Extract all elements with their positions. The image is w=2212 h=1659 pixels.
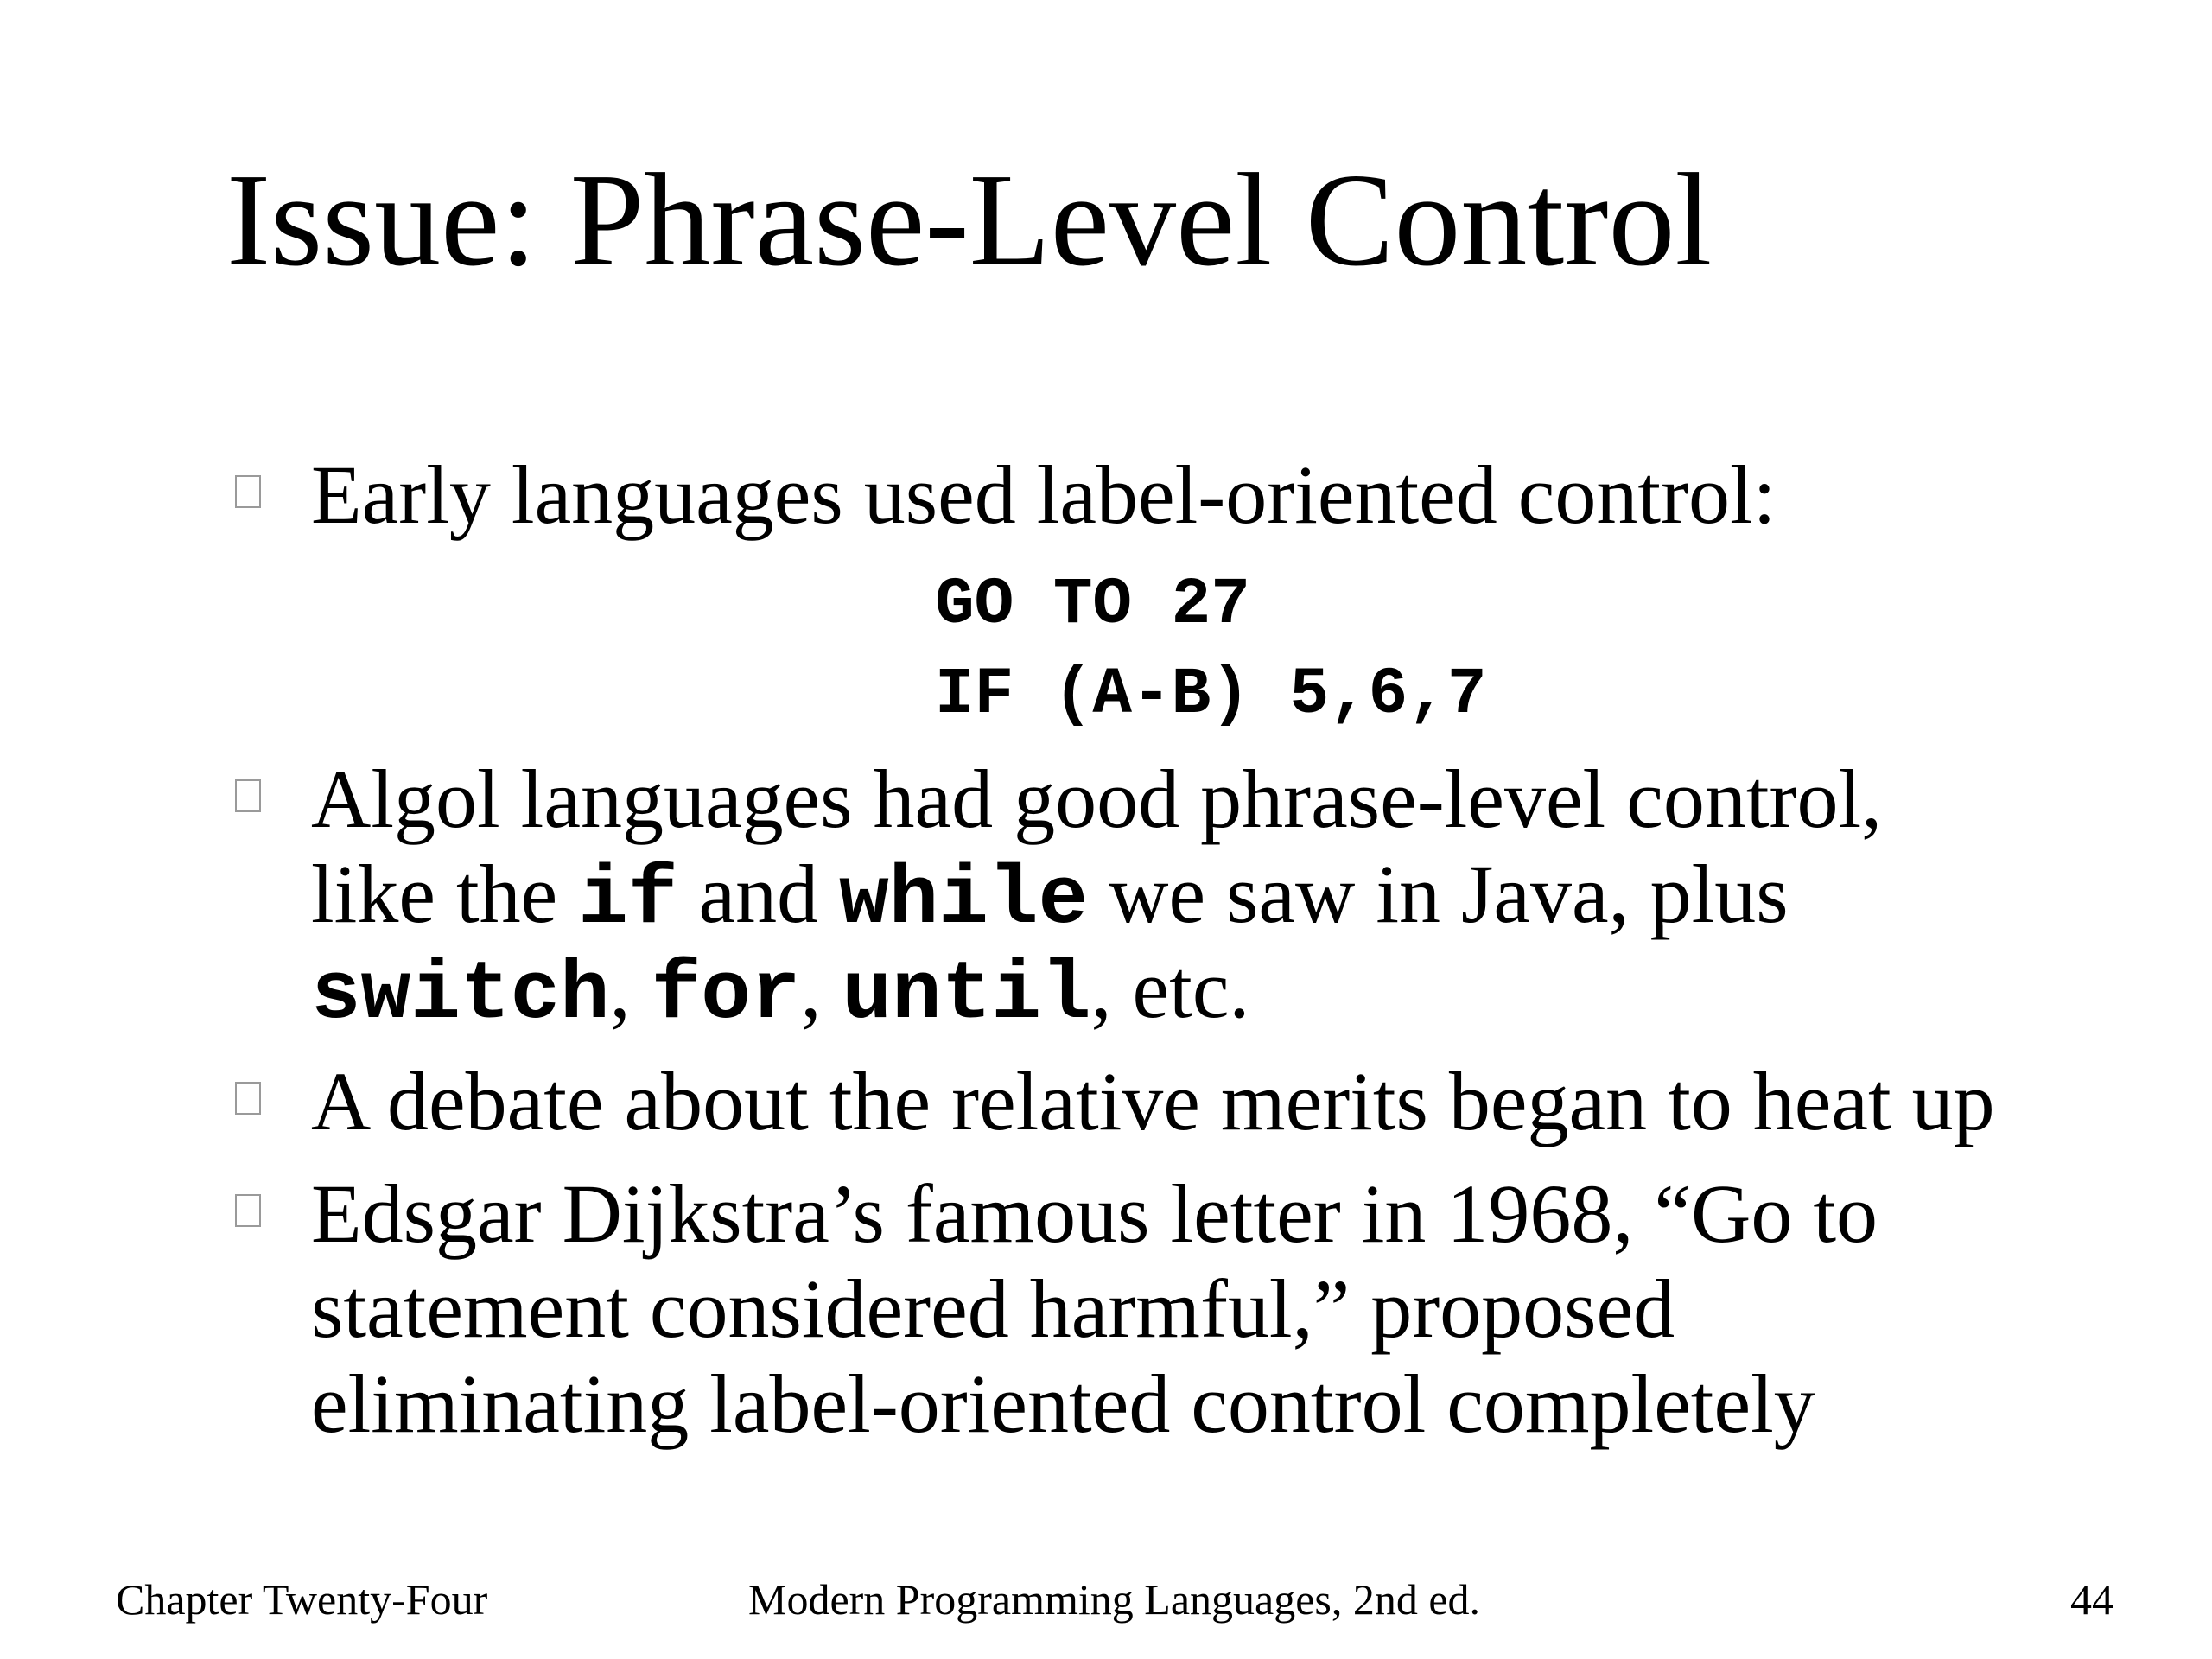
code-keyword: for — [651, 948, 801, 1042]
text-segment: we saw in Java, plus — [1088, 848, 1789, 940]
bullet-marker-icon — [235, 779, 261, 812]
bullet-marker-icon — [235, 475, 261, 508]
code-keyword: if — [578, 853, 678, 947]
bullet-text: Early languages used label-oriented control: — [311, 448, 1777, 541]
code-line: IF (A-B) 5,6,7 — [935, 658, 1487, 732]
text-segment: and — [677, 848, 840, 940]
bullet-text: A debate about the relative merits began to heat up — [311, 1055, 1995, 1147]
code-line: GO TO 27 — [935, 568, 1250, 642]
slide-title: Issue: Phrase-Level Control — [226, 147, 1713, 294]
code-keyword: switch — [311, 948, 610, 1042]
bullet-text-line: Algol languages had good phrase-level control, — [311, 753, 1883, 845]
bullet-text-line: Edsgar Dijkstra’s famous letter in 1968, “Go to — [311, 1167, 1878, 1260]
bullet-text-line: statement considered harmful,” proposed — [311, 1262, 1675, 1355]
footer-book-title: Modern Programming Languages, 2nd ed. — [748, 1575, 1481, 1624]
text-segment: , — [609, 943, 652, 1035]
bullet-marker-icon — [235, 1194, 261, 1227]
footer-page-number: 44 — [2070, 1575, 2113, 1624]
bullet-text-line: eliminating label-oriented control completely — [311, 1357, 1815, 1450]
bullet-marker-icon — [235, 1082, 261, 1115]
text-segment: , — [800, 943, 842, 1035]
footer-chapter: Chapter Twenty-Four — [116, 1575, 488, 1624]
code-keyword: while — [839, 853, 1089, 947]
bullet-text-line — [311, 942, 1249, 1043]
text-segment: , etc. — [1090, 943, 1250, 1035]
code-keyword: until — [842, 948, 1091, 1042]
bullet-text-line — [311, 847, 1789, 948]
text-segment: like the — [311, 848, 579, 940]
